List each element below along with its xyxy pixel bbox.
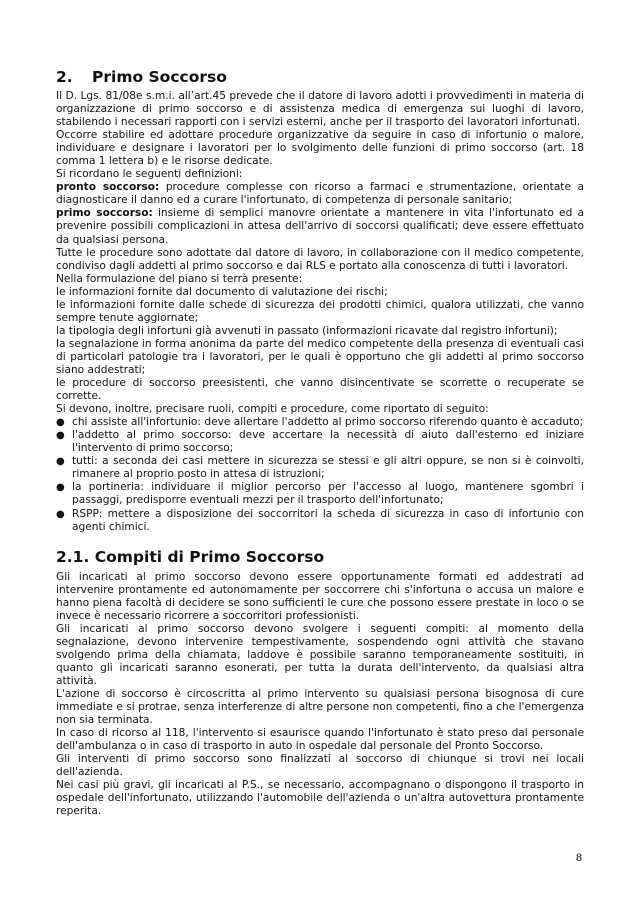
bullet-icon: ● [56, 430, 65, 442]
list-item [56, 481, 584, 507]
list-item [56, 508, 584, 534]
paragraph: Nei casi più gravi, gli incaricati al P.S., se necessario, accompagnano o dispongono il trasporto in ospedale dell'infortunato, utilizzando l'automobile dell'azienda o un'altra autovettura prontamente reperita. [56, 779, 584, 818]
roles-list [56, 416, 584, 533]
list-item [56, 455, 584, 481]
definition-text: procedure complesse con ricorso a farmaci e strumentazione, orientate a diagnosticare il danno ed a curare l'infortunato, di competenza di personale sanitario; [56, 181, 584, 207]
document-page [56, 68, 584, 818]
paragraph: Il D. Lgs. 81/08e s.m.i. all’art.45 prevede che il datore di lavoro adotti i provvedimenti in materia di organizzazione di primo soccorso e di assistenza medica di emergenza sui luoghi di lavoro, stabilendo i necessari rapporti con i servizi esterni, anche per il trasporto dei lavoratori infortunati. [56, 90, 584, 129]
list-item-text: RSPP: mettere a disposizione dei soccorritori la scheda di sicurezza in caso di infortunio con agenti chimici. [72, 507, 584, 533]
paragraph: Gli incaricati al primo soccorso devono svolgere i seguenti compiti: al momento della segnalazione, devono intervenire tempestivamente, sospendendo ogni attività che stavano svolgendo prima della chiamata, laddove è possibile saranno temporaneamente sostituiti, in quanto gli incaricati saranno esonerati, per tutta la durata dell'intervento, da qualsiasi altra attività. [56, 622, 584, 687]
list-item-text: tutti: a seconda dei casi mettere in sicurezza se stessi e gli altri oppure, se non si è coinvolti, rimanere al proprio posto in attesa di istruzioni; [72, 455, 584, 481]
list-item-text: chi assiste all'infortunio: deve allertare l'addetto al primo soccorso riferendo quanto è accaduto; [72, 416, 584, 429]
bullet-icon: ● [56, 417, 65, 429]
paragraph: Occorre stabilire ed adottare procedure organizzative da seguire in caso di infortunio o malore, individuare e designare i lavoratori per lo svolgimento delle funzioni di primo soccorso (art. 18 comma 1 lettera b) e le risorse dedicate. [56, 129, 584, 168]
bullet-icon: ● [56, 508, 65, 520]
definition-primo-soccorso [56, 207, 584, 246]
paragraph: le informazioni fornite dal documento di valutazione dei rischi; [56, 285, 388, 298]
bullet-icon: ● [56, 482, 65, 494]
section-2-title: Primo Soccorso [92, 68, 227, 86]
list-item-text: l'addetto al primo soccorso: deve accertare la necessità di aiuto dall'esterno ed iniziare l'intervento di primo soccorso; [72, 429, 584, 455]
section-2-heading [56, 68, 584, 87]
paragraph: Nella formulazione del piano si terrà presente: [56, 272, 303, 285]
paragraph: L'azione di soccorso è circoscritta al primo intervento su qualsiasi persona bisognosa di cure immediate e si protrae, senza interferenze di altre persone non competenti, fino a che l'emergenza non sia terminata. [56, 688, 584, 727]
list-item [56, 416, 584, 429]
paragraph: In caso di ricorso al 118, l'intervento si esaurisce quando l'infortunato è stato preso dal personale dell'ambulanza o in caso di trasporto in auto in ospedale dal personale del Pronto Soccorso. [56, 727, 584, 753]
paragraph: Tutte le procedure sono adottate dal datore di lavoro, in collaborazione con il medico competente, condiviso dagli addetti al primo soccorso e dai RLS e portato alla conoscenza di tutti i lavoratori. [56, 246, 584, 272]
paragraph: la tipologia degli infortuni già avvenuti in passato (informazioni ricavate dal registro infortuni); [56, 324, 558, 337]
definition-text: insieme di semplici manovre orientate a mantenere in vita l'infortunato ed a prevenire possibili complicazioni in attesa dell'arrivo di soccorsi qualificati; deve essere effettuato da qualsiasi persona. [56, 207, 584, 246]
section-2-1-heading: 2.1. Compiti di Primo Soccorso [56, 547, 325, 566]
definition-pronto-soccorso [56, 181, 584, 207]
list-item-text: la portineria: individuare il miglior percorso per l'accesso al luogo, mantenere sgombri i passaggi, predisporre eventuali mezzi per il trasporto dell'infortunato; [72, 481, 584, 507]
list-item [56, 429, 584, 455]
paragraph: Si devono, inoltre, precisare ruoli, compiti e procedure, come riportato di seguito: [56, 403, 489, 416]
paragraph: Gli interventi di primo soccorso sono finalizzati al soccorso di chiunque si trovi nei locali dell'azienda. [56, 753, 584, 779]
definition-term: pronto soccorso: [56, 181, 160, 194]
page-number: 8 [576, 850, 582, 864]
paragraph: la segnalazione in forma anonima da parte del medico competente della presenza di eventuali casi di particolari patologie tra i lavoratori, per le quali è opportuno che gli addetti al primo soccorso siano addestrati; [56, 337, 584, 376]
paragraph: le informazioni fornite dalle schede di sicurezza dei prodotti chimici, qualora utilizzati, che vanno sempre tenute aggiornate; [56, 298, 584, 324]
paragraph: Gli incaricati al primo soccorso devono essere opportunamente formati ed addestrati ad intervenire prontamente ed autonomamente per soccorrere chi s'infortuna o accusa un malore e hanno piena facoltà di decidere se sono sufficienti le cure che possono essere prestate in loco o se invece è necessario ricorrere a soccorritori professionisti. [56, 570, 584, 622]
definition-term: primo soccorso: [56, 207, 153, 220]
bullet-icon: ● [56, 456, 65, 468]
section-2-number: 2. [56, 68, 73, 86]
paragraph: le procedure di soccorso preesistenti, che vanno disincentivate se scorrette o recuperate se corrette. [56, 377, 584, 403]
paragraph: Si ricordano le seguenti definizioni: [56, 168, 243, 181]
